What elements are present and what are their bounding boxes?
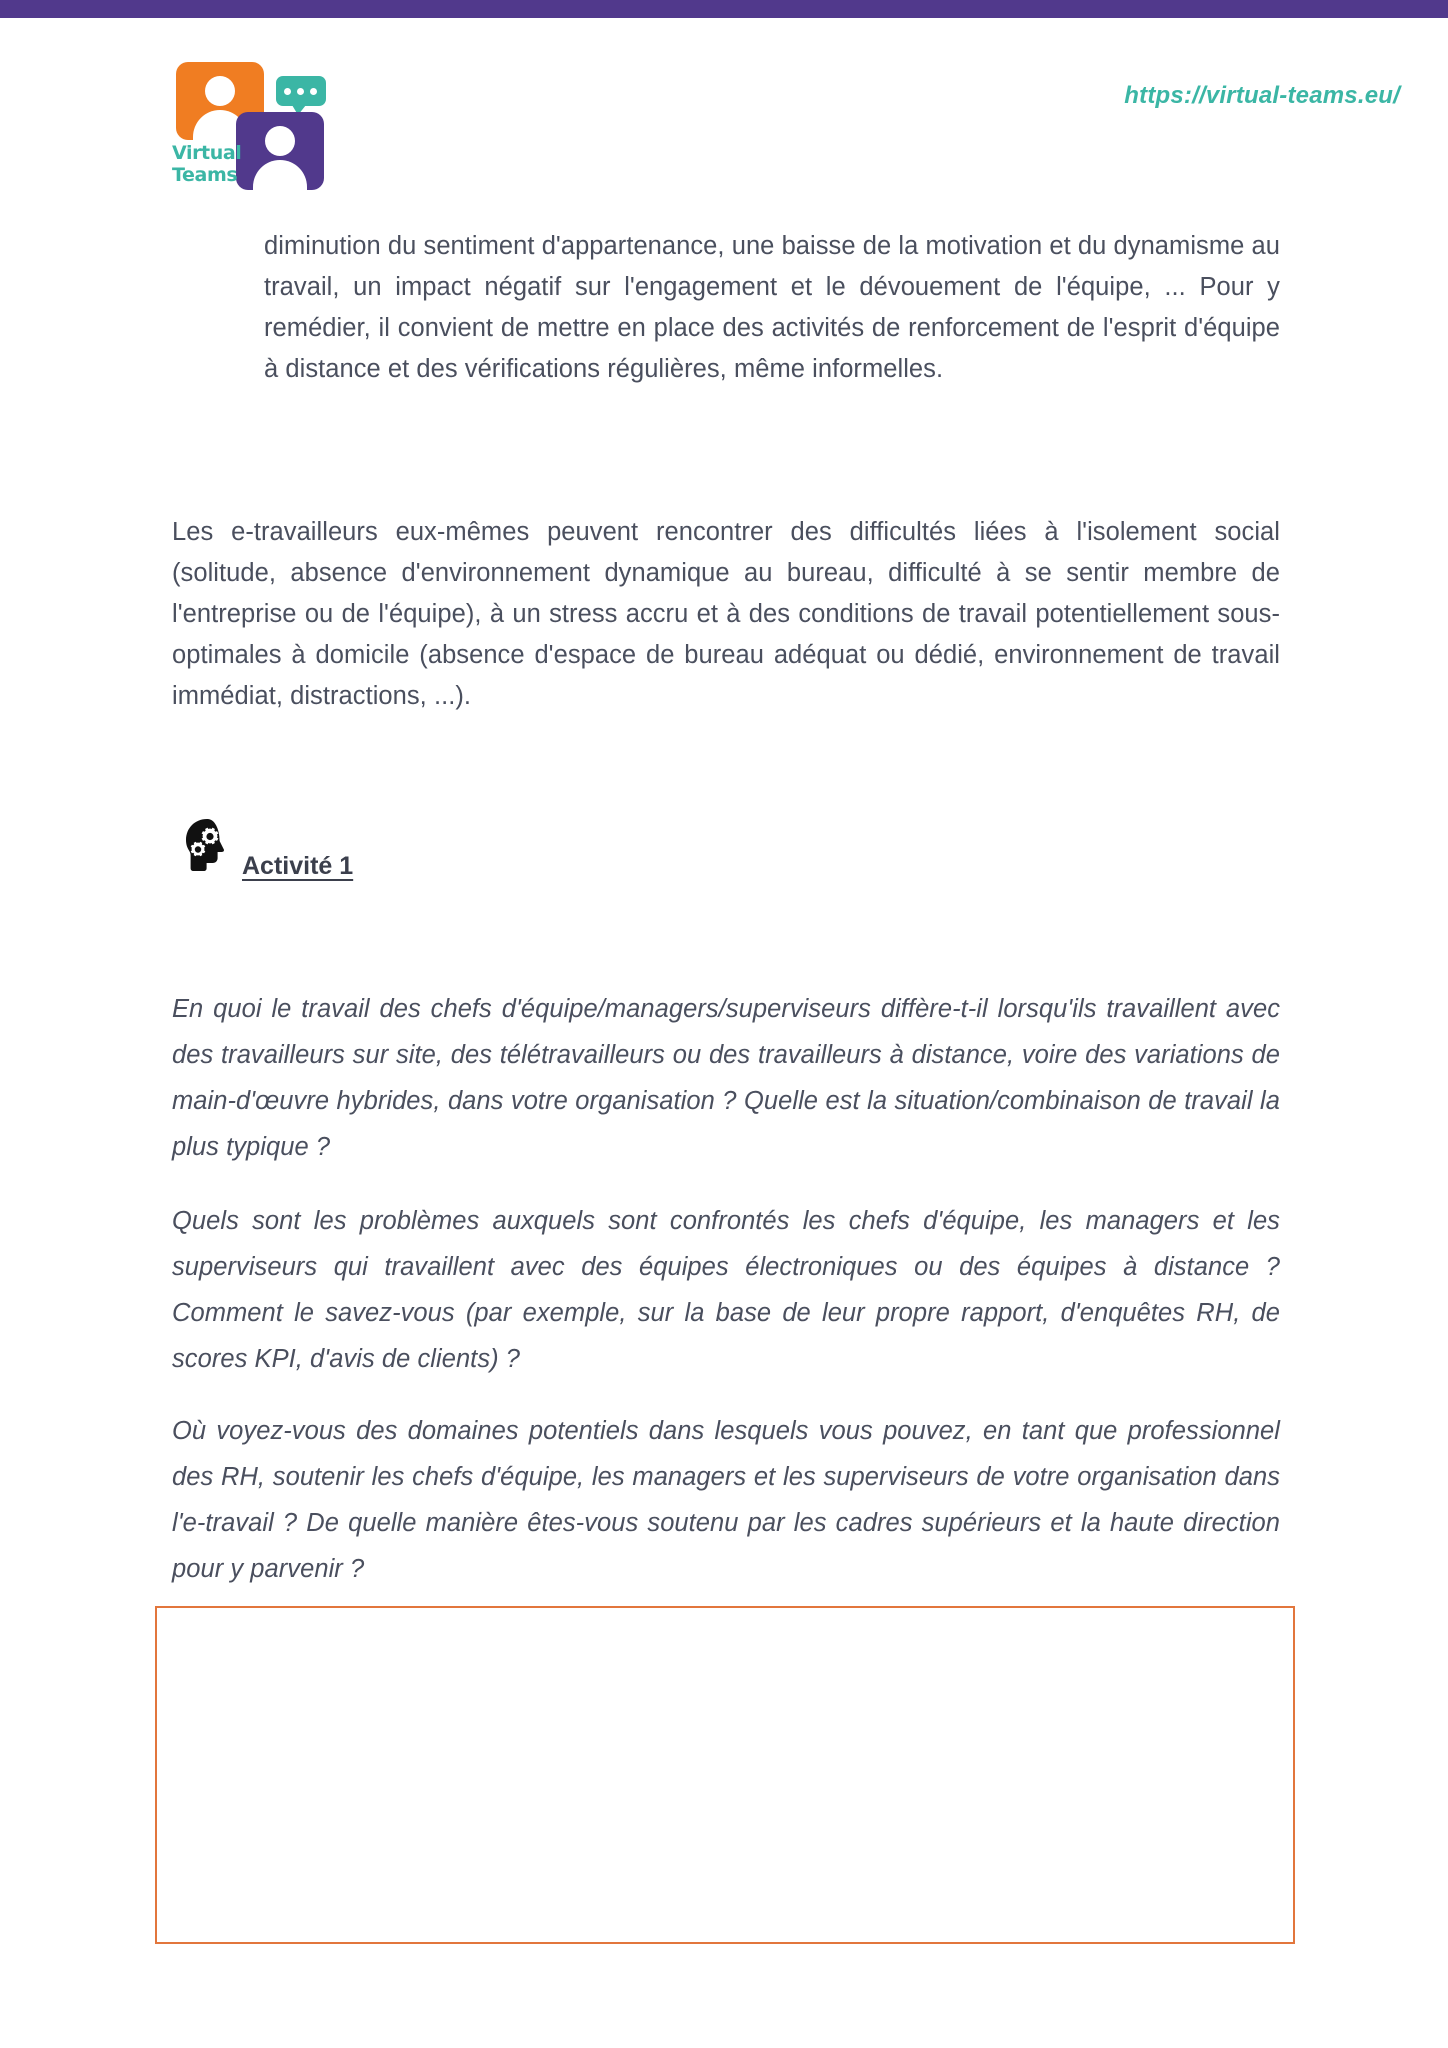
chat-dot-icon — [297, 88, 304, 95]
activity-question-1: En quoi le travail des chefs d'équipe/managers/superviseurs diffère-t-il lorsqu'ils travaillent avec des travailleurs sur site, des télétravailleurs ou des travailleurs à distance, voire des variations de main-d'œuvre hybrides, dans votre organisation ? Quelle est la situation/combinaison de travail la plus typique ? — [172, 995, 1280, 1161]
top-purple-band — [0, 0, 1448, 18]
head-gears-icon — [180, 816, 232, 874]
logo-wordmark — [172, 142, 244, 186]
logo-wordmark-line1: Virtual — [172, 142, 242, 164]
person-head-icon — [205, 76, 235, 106]
paragraph-intro: diminution du sentiment d'appartenance, une baisse de la motivation et du dynamisme au travail, un impact négatif sur l'engagement et le dévouement de l'équipe, ... Pour y remédier, il convient de mettre en place des activités de renforcement de l'esprit d'équipe à distance et des vérifications régulières, même informelles. — [264, 232, 1280, 383]
logo-wordmark-line2: Teams — [172, 164, 238, 186]
page-header — [0, 40, 1448, 186]
chat-dot-icon — [310, 88, 317, 95]
activity-title: Activité 1 — [242, 852, 354, 880]
site-url-link[interactable]: https://virtual-teams.eu/ — [1124, 82, 1400, 109]
chat-dot-icon — [284, 88, 291, 95]
virtual-teams-logo — [168, 60, 348, 188]
person-body-icon — [253, 160, 307, 190]
activity-question-3: Où voyez-vous des domaines potentiels dans lesquels vous pouvez, en tant que professionnel des RH, soutenir les chefs d'équipe, les managers et les superviseurs de votre organisation dans l'e-travail ? De quelle manière êtes-vous soutenu par les cadres supérieurs et la haute direction pour y parvenir ? — [172, 1417, 1280, 1583]
activity-question-2: Quels sont les problèmes auxquels sont confrontés les chefs d'équipe, les managers et les superviseurs qui travaillent avec des équipes électroniques ou des équipes à distance ? Comment le savez-vous (par exemple, sur la base de leur propre rapport, d'enquêtes RH, de scores KPI, d'avis de clients) ? — [172, 1207, 1280, 1373]
logo-purple-person-card — [236, 112, 324, 190]
document-page — [0, 18, 1448, 2048]
activity-answer-box[interactable] — [155, 1606, 1295, 1944]
person-head-icon — [265, 126, 295, 156]
paragraph-e-workers: Les e-travailleurs eux-mêmes peuvent rencontrer des difficultés liées à l'isolement social (solitude, absence d'environnement dynamique au bureau, difficulté à se sentir membre de l'entreprise ou de l'équipe), à un stress accru et à des conditions de travail potentiellement sous-optimales à domicile (absence d'espace de bureau adéquat ou dédié, environnement de travail immédiat, distractions, ...). — [172, 518, 1280, 710]
chat-bubble-icon — [276, 76, 326, 106]
